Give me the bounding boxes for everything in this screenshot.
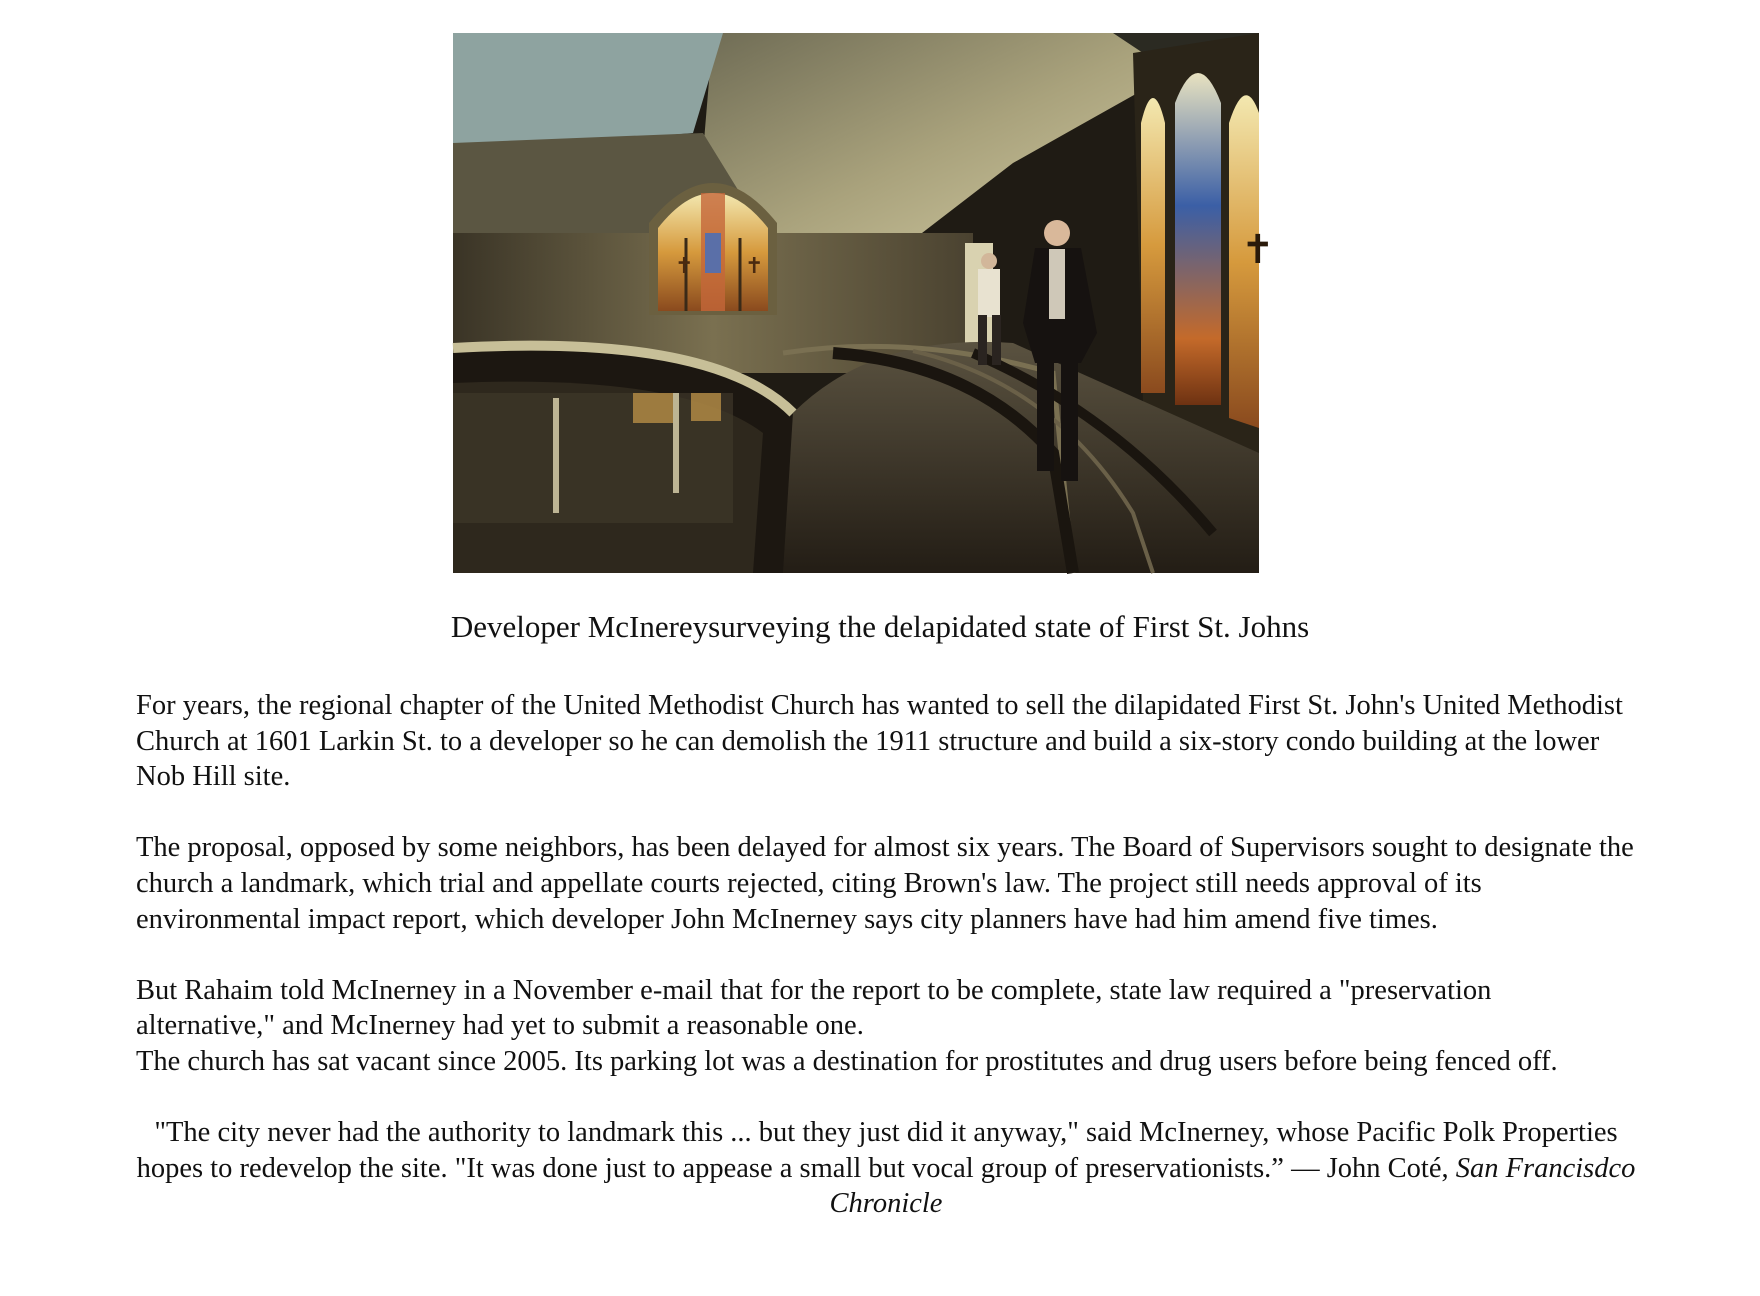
article-body xyxy=(136,688,1636,1258)
svg-text:✝: ✝ xyxy=(675,254,694,279)
paragraph-1: For years, the regional chapter of the United Methodist Church has wanted to sell the dilapidated First St. John's United Methodist Church at 1601 Larkin St. to a developer so he can demolish the 1911 structure and build a six-story condo building at the lower Nob Hill site. xyxy=(136,690,1623,793)
quote-text: "The city never had the authority to landmark this ... but they just did it anyway," said McInerney, whose Pacific Polk Properties hopes to redevelop the site. "It was done just to appease a small but vocal group of preservationists.” — John Coté, xyxy=(136,1117,1618,1184)
church-interior-photo xyxy=(453,33,1275,573)
closing-quote xyxy=(136,1115,1636,1222)
paragraph-4: The church has sat vacant since 2005. Its parking lot was a destination for prostitutes and drug users before being fenced off. xyxy=(136,1045,1558,1077)
church-interior-illustration xyxy=(453,33,1275,573)
svg-text:✝: ✝ xyxy=(1241,227,1275,273)
source-publication: San Francisdco Chronicle xyxy=(829,1152,1636,1220)
paragraph-3: But Rahaim told McInerney in a November e-mail that for the report to be complete, state law required a "preservation alternative," and McInerney had yet to submit a reasonable one. xyxy=(136,974,1492,1042)
photo-caption: Developer McInereysurveying the delapidated state of First St. Johns xyxy=(450,609,1310,644)
svg-text:✝: ✝ xyxy=(745,254,764,279)
paragraph-2: The proposal, opposed by some neighbors, has been delayed for almost six years. The Board of Supervisors sought to designate the church a landmark, which trial and appellate courts rejected, citing Brown's law. The project still needs approval of its environmental impact report, which developer John McInerney says city planners have had him amend five times. xyxy=(136,832,1634,935)
